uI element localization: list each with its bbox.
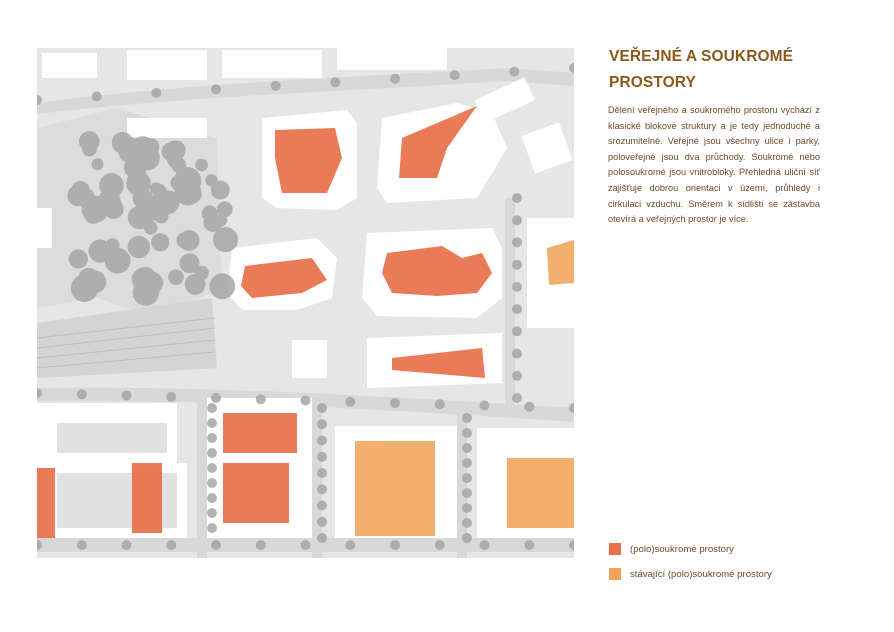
- street-tree: [317, 517, 327, 527]
- tree-canopy: [185, 274, 206, 295]
- street-tree: [462, 503, 472, 513]
- tree-canopy: [215, 214, 228, 227]
- street-tree: [512, 326, 522, 336]
- street-tree: [524, 540, 534, 550]
- street-tree: [207, 403, 217, 413]
- tree-canopy: [132, 267, 156, 291]
- tree-canopy: [151, 233, 169, 251]
- street-tree: [256, 394, 266, 404]
- street-tree: [207, 523, 217, 533]
- street-tree: [317, 436, 327, 446]
- street-tree: [207, 463, 217, 473]
- tree-canopy: [89, 240, 112, 263]
- site-plan-drawing: [37, 48, 574, 585]
- tree-canopy: [205, 174, 217, 186]
- street-tree: [330, 77, 340, 87]
- street-tree: [512, 282, 522, 292]
- street-tree: [92, 91, 102, 101]
- street-tree: [435, 399, 445, 409]
- tree-canopy: [82, 141, 97, 156]
- street-tree: [166, 540, 176, 550]
- street-tree: [390, 398, 400, 408]
- street-tree: [207, 478, 217, 488]
- legend-swatch-existing-private: [609, 568, 621, 580]
- tree-canopy: [168, 269, 184, 285]
- tree-canopy: [180, 253, 200, 273]
- map-legend: [609, 542, 772, 592]
- tree-canopy: [174, 179, 201, 206]
- street-tree: [462, 488, 472, 498]
- street-tree: [462, 413, 472, 423]
- street-tree: [317, 484, 327, 494]
- street-tree: [77, 540, 87, 550]
- street-tree: [317, 403, 327, 413]
- street-tree: [317, 468, 327, 478]
- street-tree: [462, 518, 472, 528]
- street-tree: [301, 540, 311, 550]
- street-tree: [207, 418, 217, 428]
- street-tree: [512, 260, 522, 270]
- tree-canopy: [75, 187, 94, 206]
- street-tree: [435, 540, 445, 550]
- page-title: VEŘEJNÉ A SOUKROMÉ PROSTORY: [609, 48, 794, 91]
- tree-canopy: [218, 236, 232, 250]
- description-text: Dělení veřejného a soukromého prostoru vychází z klasické blokové struktury a je tedy jednoduché a srozumitelné. Veřejné jsou všechny ulice i parky, poloveřejné jsou dva průchody. Soukromé nebo polosoukromé jsou vnitrobloky. Přehledná uliční síť zajišťuje dobrou orientaci v území, průhledy i cirkulaci vzduchu. Směrem k sídlišti se zástavba otevírá a veřejných prostor je více.: [608, 105, 820, 225]
- street-tree: [301, 396, 311, 406]
- site-plan-map: [37, 48, 574, 585]
- street-tree: [509, 67, 519, 77]
- street-tree: [480, 540, 490, 550]
- street-tree: [166, 392, 176, 402]
- legend-swatch-private: [609, 543, 621, 555]
- street-tree: [207, 508, 217, 518]
- tree-canopy: [84, 205, 103, 224]
- street-tree: [207, 493, 217, 503]
- street-tree: [317, 419, 327, 429]
- street-tree: [462, 443, 472, 453]
- street-tree: [512, 215, 522, 225]
- street-tree: [462, 533, 472, 543]
- street-tree: [390, 74, 400, 84]
- street-tree: [450, 70, 460, 80]
- tree-canopy: [150, 182, 162, 194]
- street-tree: [122, 391, 132, 401]
- tree-canopy: [128, 236, 150, 258]
- street-tree: [480, 401, 490, 411]
- street-tree: [77, 389, 87, 399]
- street-tree: [122, 540, 132, 550]
- legend-label-private: (polo)soukromé prostory: [630, 543, 734, 555]
- tree-canopy: [92, 158, 104, 170]
- street-tree: [211, 540, 221, 550]
- street-tree: [462, 458, 472, 468]
- street-tree: [317, 452, 327, 462]
- street-tree: [256, 540, 266, 550]
- street-tree: [512, 237, 522, 247]
- legend-item-private: [609, 542, 772, 556]
- street-tree: [462, 428, 472, 438]
- street-tree: [271, 81, 281, 91]
- tree-canopy: [124, 156, 147, 179]
- tree-canopy: [84, 271, 107, 294]
- tree-canopy: [133, 188, 154, 209]
- street-tree: [317, 533, 327, 543]
- street-tree: [390, 540, 400, 550]
- street-tree: [462, 473, 472, 483]
- legend-label-existing-private: stávající (polo)soukromé prostory: [630, 568, 772, 580]
- street-tree: [207, 433, 217, 443]
- street-tree: [512, 349, 522, 359]
- tree-canopy: [69, 249, 88, 268]
- tree-canopy: [128, 206, 151, 229]
- legend-item-existing-private: [609, 567, 772, 581]
- street-tree: [512, 393, 522, 403]
- tree-canopy: [171, 157, 186, 172]
- tree-canopy: [99, 173, 124, 198]
- street-tree: [211, 84, 221, 94]
- street-tree: [524, 402, 534, 412]
- street-tree: [207, 448, 217, 458]
- street-tree: [512, 193, 522, 203]
- street-tree: [151, 88, 161, 98]
- street-tree: [512, 304, 522, 314]
- tree-canopy: [195, 159, 208, 172]
- street-tree: [345, 540, 355, 550]
- street-tree: [317, 501, 327, 511]
- street-tree: [211, 393, 221, 403]
- street-tree: [512, 371, 522, 381]
- tree-canopy: [176, 232, 192, 248]
- street-tree: [345, 397, 355, 407]
- tree-canopy: [209, 273, 235, 299]
